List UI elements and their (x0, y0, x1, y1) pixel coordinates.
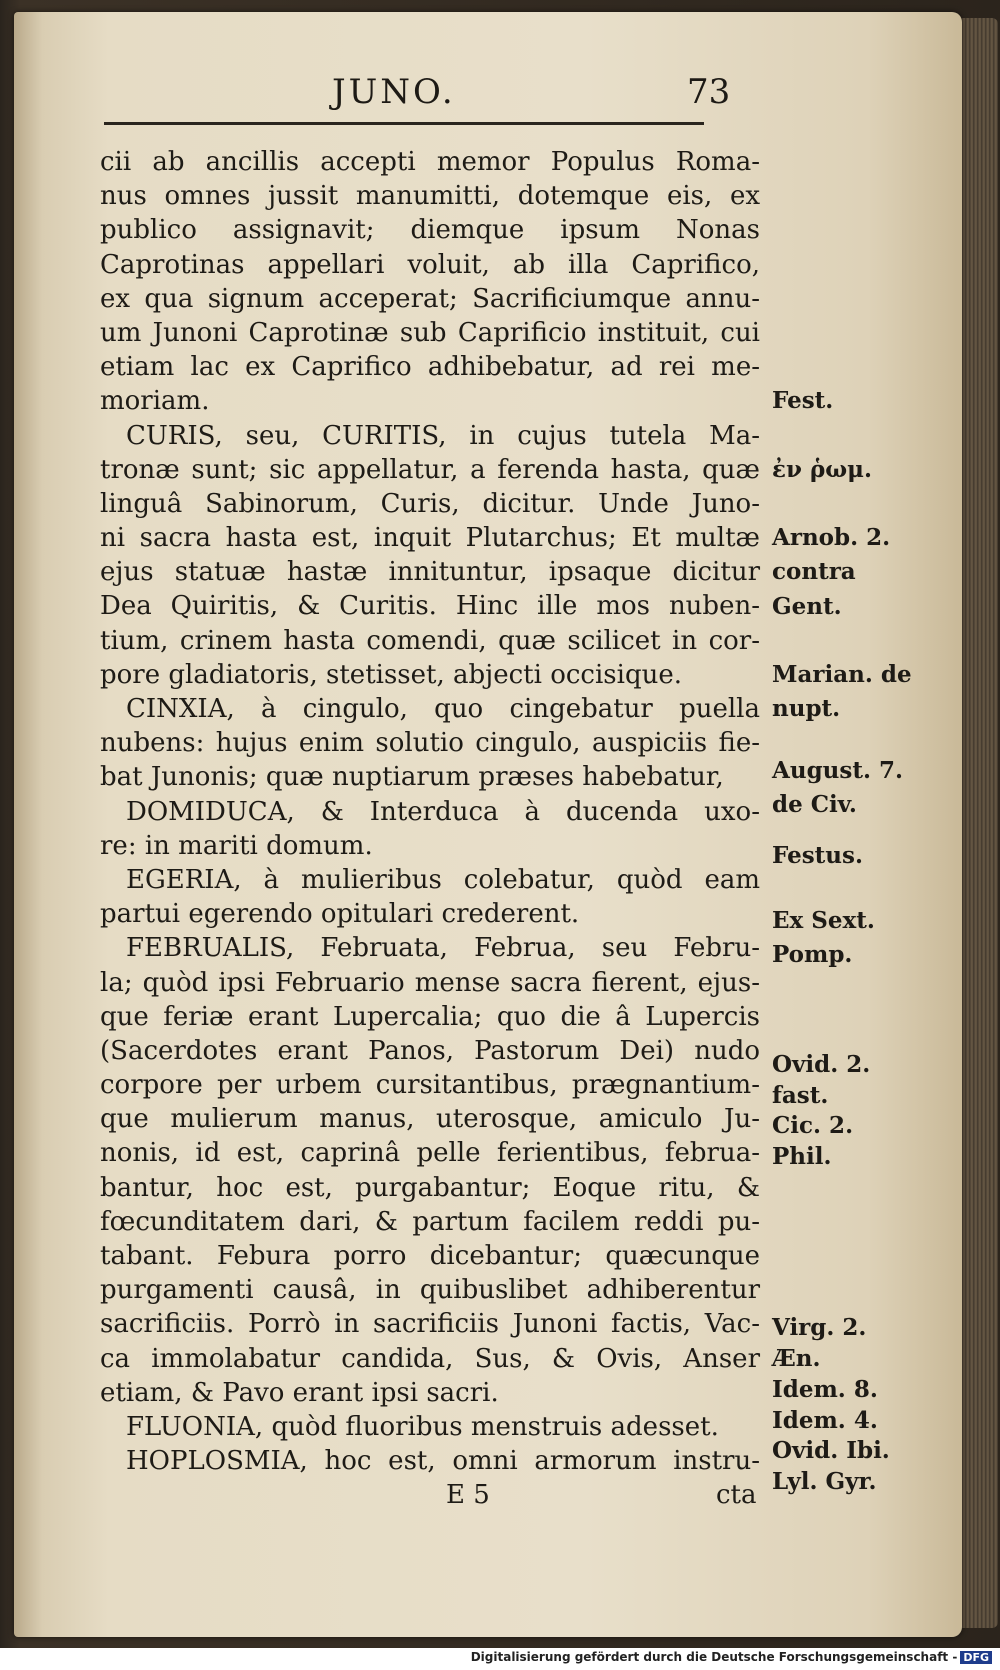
text-line: que feriæ erant Lupercalia; quo die â Lupercis (100, 1001, 760, 1032)
margin-note: Festus. (772, 842, 863, 870)
footer-credit (471, 1650, 992, 1664)
margin-note: Ex Sext. (772, 907, 875, 935)
text-line: moriam. (100, 386, 210, 417)
text-line: partui egerendo opitulari crederent. (100, 899, 580, 930)
text-line: purgamenti causâ, in quibuslibet adhiberentur (100, 1275, 760, 1306)
margin-note: Phil. (772, 1143, 832, 1171)
text-line: corpore per urbem cursitantibus, prægnantium- (100, 1070, 760, 1101)
text-line: (Sacerdotes erant Panos, Pastorum Dei) nudo (100, 1035, 760, 1066)
margin-note: Gent. (772, 592, 842, 620)
text-line: DOMIDUCA, & Interduca à ducenda uxo- (126, 796, 760, 827)
book-page (14, 12, 962, 1637)
margin-notes (14, 12, 962, 1637)
margin-note: Ovid. 2. (772, 1050, 871, 1078)
text-line: fœcunditatem dari, & partum facilem reddi pu- (100, 1206, 760, 1237)
text-line: CINXIA, à cingulo, quo cingebatur puella (126, 694, 760, 724)
text-line: Dea Quiritis, & Curitis. Hinc ille mos nuben- (100, 591, 760, 622)
text-line: linguâ Sabinorum, Curis, dicitur. Unde Juno- (100, 488, 760, 519)
text-line: FEBRUALIS, Februata, Februa, seu Febru- (126, 933, 760, 964)
margin-note: fast. (772, 1081, 829, 1109)
margin-note: Fest. (772, 387, 834, 415)
margin-note: Pomp. (772, 941, 853, 969)
text-line: etiam lac ex Caprifico adhibebatur, ad rei me- (100, 352, 760, 383)
text-line: que mulierum manus, uterosque, amiculo Ju- (100, 1104, 760, 1135)
margin-note: Ovid. Ibi. (772, 1437, 890, 1465)
text-line: tium, crinem hasta comendi, quæ scilicet in cor- (100, 625, 760, 656)
margin-note: Idem. 8. (772, 1375, 878, 1403)
text-line: nonis, id est, caprinâ pelle ferientibus, februa- (100, 1138, 760, 1169)
margin-note: Marian. de (772, 661, 912, 688)
page-edges (962, 18, 998, 1628)
margin-note: Arnob. 2. (772, 524, 891, 552)
text-line: Caprotinas appellari voluit, ab illa Caprifico, (100, 249, 760, 280)
text-line: publico assignavit; diemque ipsum Nonas (100, 215, 760, 246)
margin-note: Æn. (772, 1345, 821, 1372)
margin-note: contra (772, 558, 856, 586)
text-line: nubens: hujus enim solutio cingulo, auspiciis fie- (100, 728, 760, 759)
text-line: sacrificiis. Porrò in sacrificiis Junoni factis, Vac- (100, 1309, 760, 1340)
text-line: HOPLOSMIA, hoc est, omni armorum instru- (126, 1446, 760, 1477)
text-line: ejus statuæ hastæ innituntur, ipsaque dicitur (100, 557, 760, 588)
catchword: cta (716, 1480, 757, 1510)
text-line: tabant. Febura porro dicebantur; quæcunque (100, 1241, 760, 1271)
text-line: la; quòd ipsi Februario mense sacra fierent, ejus- (100, 967, 760, 998)
text-line: FLUONIA, quòd fluoribus menstruis adesset. (126, 1411, 719, 1442)
text-line: EGERIA, à mulieribus colebatur, quòd eam (126, 864, 760, 895)
text-line: etiam, & Pavo erant ipsi sacri. (100, 1377, 499, 1408)
digitization-footer (0, 1648, 1000, 1670)
text-line: re: in mariti domum. (100, 830, 373, 861)
text-line: cii ab ancillis accepti memor Populus Roma- (100, 147, 760, 177)
margin-note: Cic. 2. (772, 1112, 854, 1140)
text-line: CURIS, seu, CURITIS, in cujus tutela Ma- (126, 420, 760, 451)
text-line: pore gladiatoris, stetisset, abjecti occisique. (100, 659, 682, 690)
margin-note: August. 7. (772, 756, 903, 784)
margin-note: ἐν ῥωμ. (772, 455, 872, 483)
running-title: JUNO. (332, 72, 456, 112)
text-line: ex qua signum acceperat; Sacrificiumque annu- (100, 283, 760, 314)
text-line: um Junoni Caprotinæ sub Caprificio instituit, cui (100, 317, 760, 348)
signature-mark: E 5 (446, 1480, 490, 1510)
text-line: bantur, hoc est, purgabantur; Eoque ritu, & (100, 1172, 760, 1203)
footer-credit-text: Digitalisierung gefördert durch die Deutsche Forschungsgemeinschaft - (470, 1650, 958, 1664)
text-line: ca immolabatur candida, Sus, & Ovis, Anser (100, 1343, 760, 1374)
margin-note: de Civ. (772, 790, 857, 818)
margin-note: Lyl. Gyr. (772, 1468, 877, 1496)
page-number: 73 (687, 72, 731, 112)
dfg-logo: DFG (960, 1651, 992, 1664)
text-line: tronæ sunt; sic appellatur, a ferenda hasta, quæ (100, 454, 760, 485)
margin-note: Idem. 4. (772, 1406, 878, 1434)
margin-note: nupt. (772, 695, 841, 723)
text-line: bat Junonis; quæ nuptiarum præses habebatur, (100, 762, 724, 793)
text-line: nus omnes jussit manumitti, dotemque eis, ex (100, 181, 760, 212)
margin-note: Virg. 2. (772, 1314, 867, 1342)
text-line: ni sacra hasta est, inquit Plutarchus; Et multæ (100, 523, 760, 554)
